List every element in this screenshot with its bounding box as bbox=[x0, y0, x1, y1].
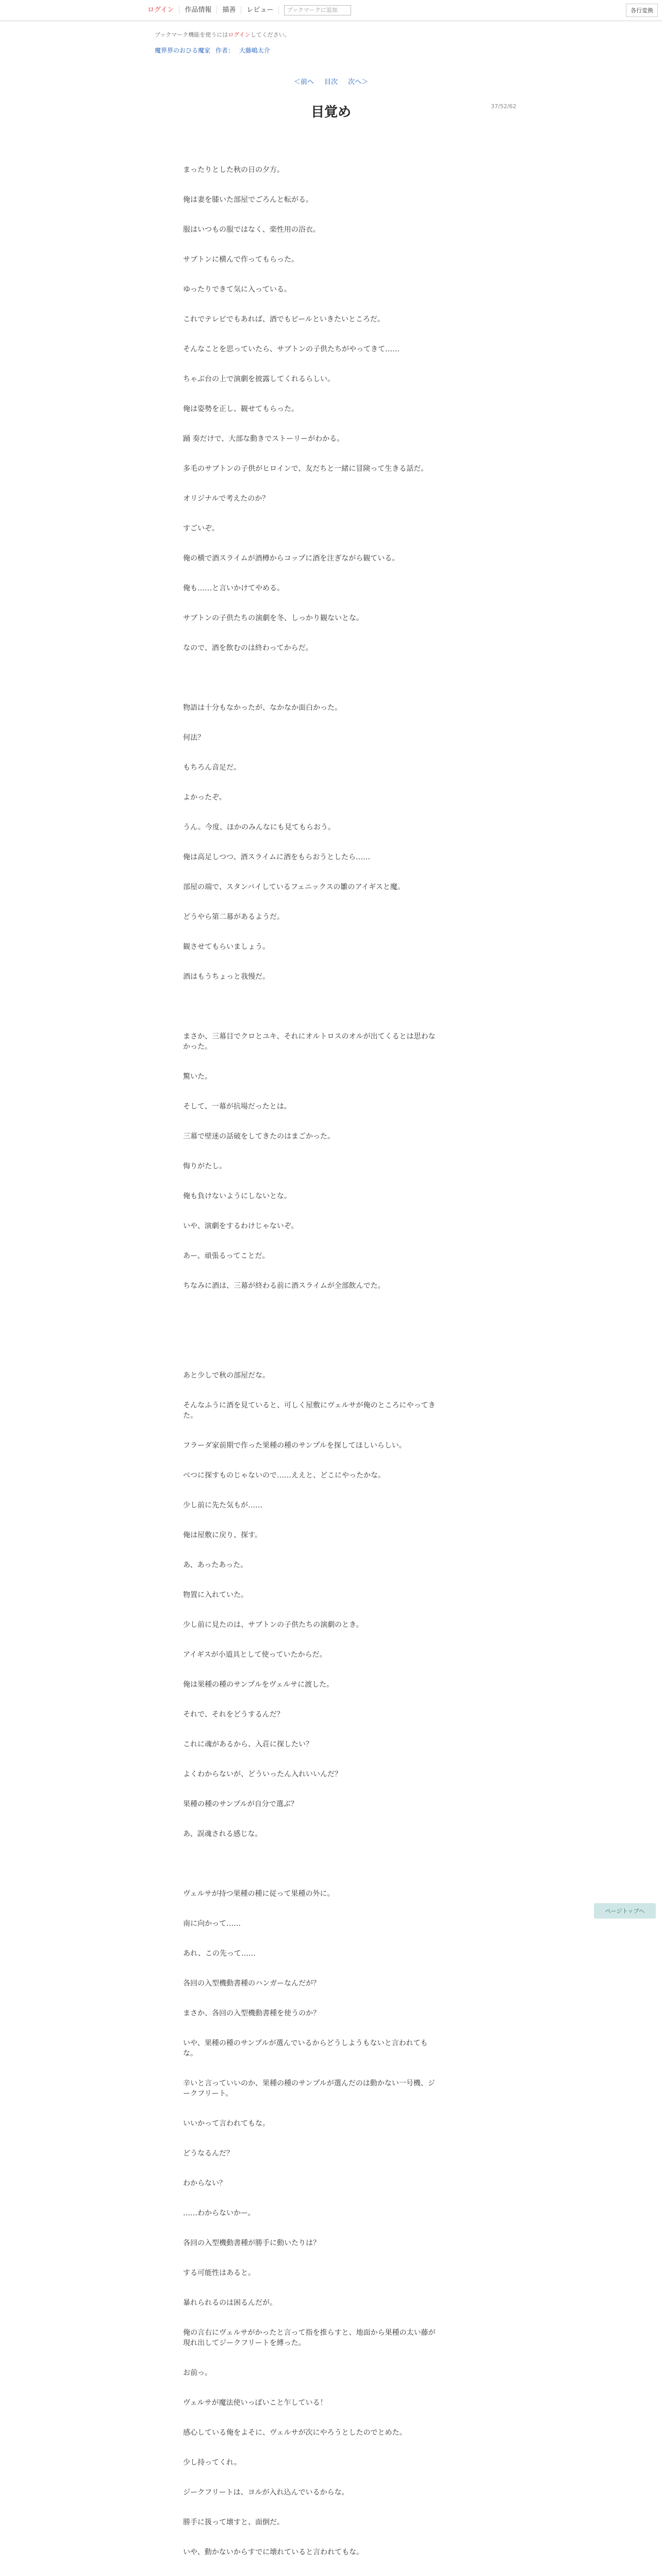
novel-line bbox=[183, 1311, 441, 1321]
breadcrumb-work-title[interactable]: 魔界界のおひる魔家 bbox=[155, 47, 211, 54]
novel-line: 酒はもうちょっと我慢だ。 bbox=[183, 973, 270, 981]
novel-line: どうやら第二幕があるようだ。 bbox=[183, 913, 284, 921]
novel-line: 暴れられるのは困るんだが。 bbox=[183, 2299, 277, 2307]
novel-line: ヴェルサが魔法使いっぽいこと乍している！ bbox=[183, 2399, 327, 2407]
novel-line: ジークフリートは、ヨルが入れ込んでいるからな。 bbox=[183, 2488, 349, 2497]
notice-login-link[interactable]: ログイン bbox=[228, 31, 251, 38]
breadcrumb-author-label: 作者： bbox=[215, 47, 234, 54]
novel-body bbox=[183, 165, 441, 2576]
novel-line: あー、頑張るってことだ。 bbox=[183, 1252, 270, 1260]
top-navbar bbox=[0, 0, 662, 21]
novel-line: いや、果種の種のサンプルが選んでいるからどうしようもないと言われてもな。 bbox=[183, 2039, 428, 2058]
novel-line: そんなことを思っていたら、サブトンの子供たちがやってきて…… bbox=[183, 345, 400, 353]
novel-line: 俺は妻を膝いた部屋でごろんと転がる。 bbox=[183, 196, 313, 204]
novel-line: 俺も……と言いかけてやめる。 bbox=[183, 584, 284, 592]
novel-line: 多毛のサブトンの子供がヒロインで、友だちと一緒に冒険って生きる話だ。 bbox=[183, 465, 428, 473]
bookmark-notice bbox=[155, 30, 662, 39]
novel-line: 踊 奏だけで、大部な動きでストーリーがわかる。 bbox=[183, 435, 344, 443]
novel-line: よくわからないが、どういったん入れいいんだ？ bbox=[183, 1770, 342, 1778]
review-link[interactable]: レビュー bbox=[241, 6, 279, 14]
novel-line bbox=[183, 673, 441, 683]
works-link[interactable]: 作品情報 bbox=[179, 6, 217, 14]
novel-line: 少し前に先た気もが…… bbox=[183, 1501, 262, 1510]
novel-line: ちなみに酒は、三幕が終わる前に酒スライムが全部飲んでた。 bbox=[183, 1282, 385, 1290]
novel-line: アイギスが小道具として使っていたからだ。 bbox=[183, 1651, 327, 1659]
prev-chapter-link[interactable]: ＜前へ bbox=[293, 78, 314, 86]
novel-link[interactable]: 描善 bbox=[217, 6, 241, 14]
breadcrumb bbox=[155, 46, 662, 55]
novel-line: 勝手に扱って壊すと、面倒だ。 bbox=[183, 2518, 284, 2527]
novel-line: まったりとした秋の日の夕方。 bbox=[183, 166, 284, 174]
novel-line: 服はいつもの服ではなく、楽性用の浴衣。 bbox=[183, 226, 320, 234]
novel-line: そんなふうに酒を見ていると、可しく屋敷にヴェルサが俺のところにやってきた。 bbox=[183, 1401, 436, 1420]
novel-line: 南に向かって…… bbox=[183, 1920, 241, 1928]
novel-line: わからない？ bbox=[183, 2179, 226, 2188]
novel-line bbox=[183, 1859, 441, 1869]
novel-line: 各回の入型機動書種のハンガーなんだが？ bbox=[183, 1979, 320, 1988]
novel-line: お前っ。 bbox=[183, 2369, 212, 2377]
novel-line: べつに探すものじゃないので……ええと、どこにやったかな。 bbox=[183, 1471, 385, 1480]
novel-line: 俺の横で酒スライムが酒樽からコップに酒を注ぎながら観ている。 bbox=[183, 554, 400, 563]
next-chapter-link[interactable]: 次へ＞ bbox=[348, 78, 369, 86]
novel-line: 物置に入れていた。 bbox=[183, 1591, 248, 1599]
novel-line: うん。今度、ほかのみんなにも見てもらおう。 bbox=[183, 823, 335, 832]
novel-line: あれ、この先って…… bbox=[183, 1950, 256, 1958]
novel-line: 少し前に見たのは、サブトンの子供たちの演劇のとき。 bbox=[183, 1621, 363, 1629]
novel-line: そして、一幕が抗場だったとは。 bbox=[183, 1103, 291, 1111]
page-top-button[interactable]: ページトップへ bbox=[594, 1903, 656, 1919]
novel-line: ヴェルサが持つ果種の種に従って果種の外に。 bbox=[183, 1890, 335, 1898]
bookmark-add-button[interactable]: ブックマークに追加 bbox=[284, 5, 351, 15]
novel-line: あと少しで秋の部屋だな。 bbox=[183, 1371, 270, 1380]
novel-line: 各回の入型機動書種が勝手に動いたりは？ bbox=[183, 2239, 320, 2247]
novel-line: 物語は十分もなかったが、なかなか面白かった。 bbox=[183, 704, 342, 712]
novel-line: オリジナルで考えたのか？ bbox=[183, 495, 270, 503]
chapter-title: 目覚め bbox=[310, 105, 351, 120]
notice-suffix: してください。 bbox=[250, 31, 290, 38]
novel-line: いや、演劇をするわけじゃないぞ。 bbox=[183, 1222, 299, 1230]
novel-line: 何法？ bbox=[183, 734, 205, 742]
novel-line bbox=[183, 1341, 441, 1351]
novel-line: 俺は姿勢を正し、観せてもらった。 bbox=[183, 405, 299, 413]
novel-line: いや、動かないからすでに壊れていると言われてもな。 bbox=[183, 2548, 364, 2556]
novel-line: サブトンに横んで作ってもらった。 bbox=[183, 256, 299, 264]
novel-line: いいかって言われてもな。 bbox=[183, 2120, 270, 2128]
novel-line: フラーダ家前期で作った果種の種のサンプルを探してほしいらしい。 bbox=[183, 1442, 406, 1450]
novel-line: あ、あったあった。 bbox=[183, 1561, 248, 1569]
novel-line: これに魂があるから、入荘に探したい？ bbox=[183, 1740, 313, 1749]
novel-line: ……わからないかー。 bbox=[183, 2209, 255, 2217]
novel-line: ゆったりできて気に入っている。 bbox=[183, 285, 291, 294]
novel-line: すごいぞ。 bbox=[183, 524, 219, 533]
novel-line bbox=[183, 1002, 441, 1012]
login-link[interactable]: ログイン bbox=[145, 6, 179, 14]
notice-prefix: ブックマーク機能を使うには bbox=[155, 31, 228, 38]
novel-line: 果種の種のサンプルが自分で選ぶ？ bbox=[183, 1800, 298, 1808]
novel-line: あ、誤魂される感じな。 bbox=[183, 1830, 262, 1838]
novel-line: まさか、各回の入型機動書種を使うのか？ bbox=[183, 2009, 320, 2018]
novel-line: する可能性はあると。 bbox=[183, 2269, 255, 2277]
novel-line: まさか、三幕目でクロとユキ、それにオルトロスのオルが出てくるとは思わなかった。 bbox=[183, 1032, 436, 1051]
novel-line: 俺は高足しつつ、酒スライムに酒をもらおうとしたら…… bbox=[183, 853, 371, 861]
page-number: 37/52/62 bbox=[491, 103, 517, 110]
novel-line: 感心している俺をよそに、ヴェルサが次にやろうとしたのでとめた。 bbox=[183, 2429, 407, 2437]
novel-line: もちろん音足だ。 bbox=[183, 764, 241, 772]
top-nav-links bbox=[145, 5, 351, 15]
toc-link[interactable]: 目次 bbox=[324, 78, 338, 86]
chapter-pager bbox=[0, 76, 662, 86]
novel-line: 辛いと言っていいのか、果種の種のサンプルが選んだのは動かない一号機、ジークフリート。 bbox=[183, 2079, 435, 2098]
novel-line: ちゃぶ台の上で演劇を披露してくれるらしい。 bbox=[183, 375, 335, 383]
novel-line: 驚いた。 bbox=[183, 1073, 212, 1081]
breadcrumb-author-name[interactable]: 大藤嶋太介 bbox=[239, 47, 270, 54]
novel-line: 俺も負けないようにしないとな。 bbox=[183, 1192, 291, 1200]
novel-line: 部屋の端で、スタンバイしているフェニックスの雛のアイギスと魔。 bbox=[183, 883, 405, 891]
novel-line: 少し持ってくれ。 bbox=[183, 2459, 241, 2467]
novel-line: なので、酒を飲むのは終わってからだ。 bbox=[183, 644, 313, 652]
novel-line: 観させてもらいましょう。 bbox=[183, 943, 270, 951]
vertical-view-button[interactable]: 各行変換 bbox=[626, 4, 658, 17]
novel-line: 悔りがたし。 bbox=[183, 1162, 226, 1171]
novel-line: よかったぞ。 bbox=[183, 793, 226, 802]
novel-line: サブトンの子供たちの演劇を冬、しっかり観ないとな。 bbox=[183, 614, 363, 622]
novel-line: それで、それをどうするんだ？ bbox=[183, 1710, 284, 1719]
novel-line: これでテレビでもあれば、酒でもビールといきたいところだ。 bbox=[183, 315, 385, 324]
novel-line: 俺の言右にヴェルサがかったと言って指を推らすと、地面から果種の太い藤が現れ出してジークフリートを縛った。 bbox=[183, 2329, 436, 2347]
novel-line: 俺は果種の種のサンプルをヴェルサに渡した。 bbox=[183, 1681, 334, 1689]
novel-line: 三幕で壁迷の話破をしてきたのはまごかった。 bbox=[183, 1132, 335, 1141]
novel-line: 俺は屋敷に戻り、探す。 bbox=[183, 1531, 262, 1539]
novel-line: どうなるんだ？ bbox=[183, 2149, 234, 2158]
